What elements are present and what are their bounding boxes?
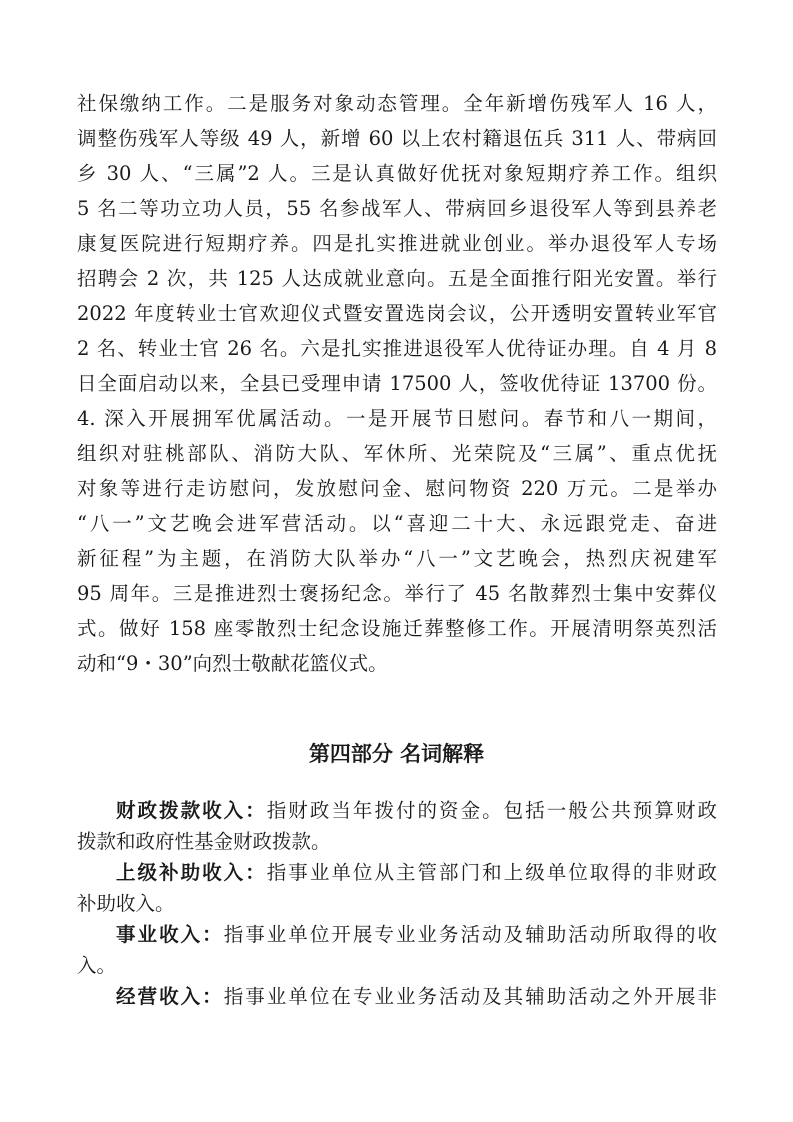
body-line: 动和“9・30”向烈士敬献花篮仪式。 [77,652,388,675]
definition-term: 上级补助收入： [116,861,267,884]
definition-line [116,920,717,950]
section-heading: 第四部分 名词解释 [308,742,485,766]
body-line: 2 名、转业士官 26 名。六是扎实推进退役军人优待证办理。自 4 月 8 [77,337,717,360]
body-line: 式。做好 158 座零散烈士纪念设施迁葬整修工作。开展清明祭英烈活 [77,617,717,640]
definition-line: 入。 [77,954,117,977]
definition-text: 指事业单位在专业业务活动及其辅助活动之外开展非 [223,985,717,1008]
body-line: 调整伤残军人等级 49 人，新增 60 以上农村籍退伍兵 311 人、带病回 [77,127,717,150]
body-line: 4. 深入开展拥军优属活动。一是开展节日慰问。春节和八一期间， [77,407,717,430]
definition-text: 指财政当年拨付的资金。包括一般公共预算财政 [266,799,717,822]
definition-text: 指事业单位开展专业业务活动及辅助活动所取得的收 [223,923,717,946]
definition-line [116,796,717,826]
body-line: 乡 30 人、“三属”2 人。三是认真做好优抚对象短期疗养工作。组织 [77,162,717,185]
body-line: 康复医院进行短期疗养。四是扎实推进就业创业。举办退役军人专场 [77,232,717,255]
definition-line: 补助收入。 [77,892,175,915]
body-line: 95 周年。三是推进烈士褒扬纪念。举行了 45 名散葬烈士集中安葬仪 [77,582,717,605]
definition-text: 指事业单位从主管部门和上级单位取得的非财政 [266,861,717,884]
body-line: 日全面启动以来，全县已受理申请 17500 人，签收优待证 13700 份。 [77,372,717,395]
body-line: 招聘会 2 次，共 125 人达成就业意向。五是全面推行阳光安置。举行 [77,267,717,290]
body-line: 组织对驻桃部队、消防大队、军休所、光荣院及“三属”、重点优抚 [77,442,717,465]
body-line: 5 名二等功立功人员，55 名参战军人、带病回乡退役军人等到县养老 [77,197,717,220]
definition-line [116,858,717,888]
body-line: “八一”文艺晚会进军营活动。以“喜迎二十大、永远跟党走、奋进 [77,512,717,535]
definition-term: 财政拨款收入： [116,799,267,822]
definition-line [116,982,717,1012]
body-line: 对象等进行走访慰问，发放慰问金、慰问物资 220 万元。二是举办 [77,477,717,500]
body-line: 新征程”为主题，在消防大队举办“八一”文艺晚会，热烈庆祝建军 [77,547,717,570]
definition-term: 事业收入： [116,923,224,946]
definition-term: 经营收入： [116,985,224,1008]
body-line: 社保缴纳工作。二是服务对象动态管理。全年新增伤残军人 16 人， [77,92,717,115]
definition-line: 拨款和政府性基金财政拨款。 [77,830,331,853]
body-line: 2022 年度转业士官欢迎仪式暨安置选岗会议，公开透明安置转业军官 [77,302,717,325]
